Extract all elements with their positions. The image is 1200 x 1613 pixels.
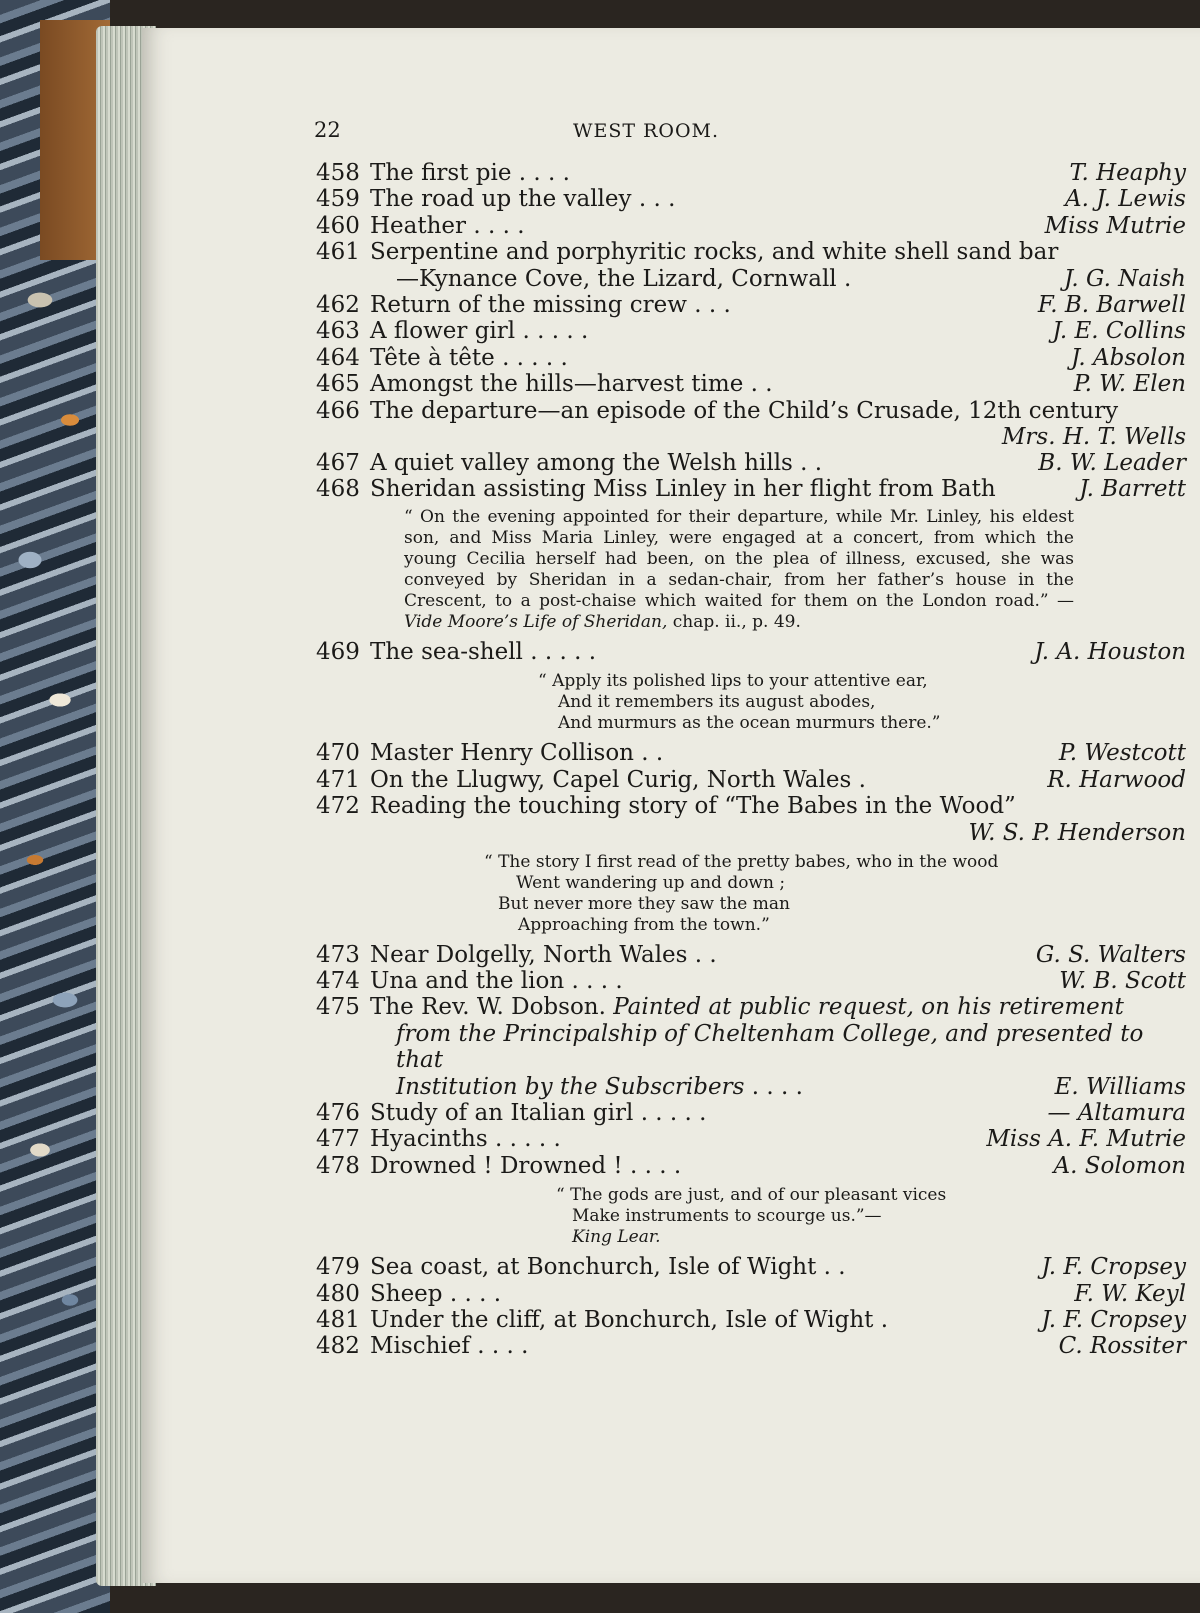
entry-artist: C. Rossiter — [1058, 1333, 1186, 1360]
entry-title: A flower girl — [370, 318, 516, 345]
note-reference: chap. ii., p. 49. — [672, 611, 801, 632]
entry-title: Master Henry Collison — [370, 740, 634, 767]
entry-title: The Rev. W. Dobson. — [370, 994, 606, 1021]
catalogue-entry — [316, 1333, 1186, 1359]
catalogue-entry — [316, 1254, 1186, 1280]
entry-number: 464 — [316, 344, 360, 371]
page-title: WEST ROOM. — [572, 120, 720, 142]
entry-title: The departure—an episode of the Child’s Crusade, 12th century — [370, 397, 1119, 424]
entry-number: 473 — [316, 941, 360, 968]
entry-number: 458 — [316, 160, 360, 186]
entry-number: 465 — [316, 371, 360, 398]
leader-dots: . . . . — [477, 1333, 529, 1360]
note-text: “ On the evening appointed for their departure, while Mr. Linley, his eldest son, and Miss Maria Linley, were engaged at a concert, from which the young Cecilia herself had been, on the plea of illness, excused, she was conveyed by Sheridan in a sedan-chair, from her father’s house in the Crescent, to a post-chaise which waited for them on the London road.” — — [404, 506, 1074, 611]
entry-title: Return of the missing crew — [370, 292, 687, 319]
catalogue-entry — [316, 213, 1186, 239]
entry-title: Heather — [370, 212, 467, 239]
entry-line — [316, 994, 1186, 1020]
entry-title: Near Dolgelly, North Wales — [370, 941, 688, 968]
catalogue-entry — [316, 793, 1186, 845]
entry-artist: W. B. Scott — [1059, 967, 1186, 994]
leader-dots: . . — [800, 450, 823, 477]
catalogue-entry — [316, 994, 1186, 1100]
entry-number: 482 — [316, 1333, 360, 1360]
entry-number: 470 — [316, 740, 360, 767]
catalogue-entry — [316, 450, 1186, 476]
entry-line — [316, 968, 1186, 994]
entry-verse — [484, 852, 1186, 936]
entry-number: 471 — [316, 766, 360, 793]
entry-title: Sea coast, at Bonchurch, Isle of Wight — [370, 1254, 817, 1281]
catalogue-entry — [316, 345, 1186, 371]
entry-artist: J. A. Houston — [1034, 638, 1186, 665]
leader-dots: . . . . — [571, 967, 623, 994]
verse-line: Went wandering up and down ; — [516, 872, 786, 893]
leader-dots: . — [843, 265, 852, 292]
entry-number: 469 — [316, 638, 360, 665]
catalogue-entry — [316, 476, 1186, 502]
note-citation: Vide Moore’s Life of Sheridan, — [404, 611, 668, 632]
entry-artist: R. Harwood — [1047, 766, 1186, 793]
entry-number: 472 — [316, 793, 360, 820]
page-number: 22 — [314, 118, 341, 142]
entry-line — [316, 213, 1186, 239]
entry-artist: J. Barrett — [1079, 476, 1186, 503]
entry-artist: — Altamura — [1047, 1099, 1186, 1126]
leader-dots: . . . . — [473, 212, 525, 239]
entry-artist: J. G. Naish — [1063, 265, 1186, 292]
entry-number: 466 — [316, 397, 360, 424]
entry-title: Study of an Italian girl — [370, 1099, 634, 1126]
entry-artist: T. Heaphy — [1069, 160, 1186, 186]
entry-artist: B. W. Leader — [1038, 450, 1186, 477]
entry-title: The sea-shell — [370, 638, 523, 665]
catalogue-entry — [316, 1307, 1186, 1333]
leader-dots: . . — [694, 941, 717, 968]
catalogue-entry — [316, 740, 1186, 766]
catalogue-entry — [316, 1281, 1186, 1307]
entry-title: Tête à tête — [370, 344, 495, 371]
entry-line — [316, 1153, 1186, 1179]
entry-number: 475 — [316, 994, 360, 1021]
catalogue-entry — [316, 767, 1186, 793]
entry-title: Under the cliff, at Bonchurch, Isle of Wight — [370, 1306, 874, 1333]
entry-line — [316, 398, 1186, 424]
catalogue-entry — [316, 186, 1186, 212]
entry-line — [316, 318, 1186, 344]
entry-number: 479 — [316, 1254, 360, 1281]
verse-line: “ The story I first read of the pretty babes, who in the wood — [484, 851, 999, 872]
leader-dots: . . . . . — [640, 1099, 707, 1126]
entry-artist: Miss A. F. Mutrie — [986, 1126, 1186, 1153]
catalogue-entry — [316, 1126, 1186, 1152]
entry-title: Drowned ! Drowned ! — [370, 1152, 623, 1179]
catalogue-list — [316, 160, 1186, 1360]
page-content — [316, 118, 1186, 1360]
entry-line — [316, 160, 1186, 186]
leader-dots: . . — [750, 371, 773, 398]
verse-line: And it remembers its august abodes, — [558, 692, 876, 713]
entry-artist: F. W. Keyl — [1074, 1280, 1186, 1307]
leader-dots: . . . . . — [530, 638, 597, 665]
leader-dots: . . . . — [449, 1280, 502, 1307]
entry-verse — [538, 671, 1186, 734]
entry-title: Serpentine and porphyritic rocks, and white shell sand bar — [370, 239, 1059, 266]
catalogue-entry — [316, 1100, 1186, 1126]
verse-line — [572, 1206, 1186, 1248]
catalogue-entry — [316, 160, 1186, 186]
entry-line — [316, 1333, 1186, 1359]
entry-title: The road up the valley — [370, 186, 632, 213]
entry-line — [316, 1126, 1186, 1152]
entry-line — [316, 1100, 1186, 1126]
leader-dots: . . — [641, 740, 664, 767]
entry-line — [316, 239, 1186, 265]
entry-number: 461 — [316, 239, 360, 266]
entry-title-italic: Painted at public request, on his retirement — [613, 994, 1124, 1021]
entry-number: 459 — [316, 186, 360, 213]
entry-line — [316, 793, 1186, 819]
leader-dots: . . . . . — [522, 318, 589, 345]
entry-number: 468 — [316, 476, 360, 503]
entry-artist: J. Absolon — [1070, 344, 1186, 371]
entry-artist: J. F. Cropsey — [1041, 1306, 1186, 1333]
entry-continuation-text: from the Principalship of Cheltenham College, and presented to that — [396, 1020, 1144, 1074]
entry-continuation — [316, 1074, 1186, 1100]
catalogue-entry — [316, 942, 1186, 968]
entry-line — [316, 942, 1186, 968]
entry-line — [316, 1254, 1186, 1280]
verse-line: Approaching from the town.” — [518, 914, 770, 935]
entry-number: 481 — [316, 1306, 360, 1333]
leader-dots: . — [858, 766, 866, 793]
leader-dots: . . . . . — [502, 344, 568, 371]
entry-continuation — [316, 1021, 1186, 1074]
catalogue-entry — [316, 398, 1186, 450]
catalogue-entry — [316, 318, 1186, 344]
entry-line — [316, 1281, 1186, 1307]
entry-verse — [556, 1185, 1186, 1248]
entry-artist: E. Williams — [1054, 1073, 1186, 1100]
entry-title: A quiet valley among the Welsh hills — [370, 450, 793, 477]
catalogue-entry — [316, 1153, 1186, 1179]
verse-line: But never more they saw the man — [498, 893, 790, 914]
entry-title: Sheep — [370, 1280, 443, 1307]
entry-title: Amongst the hills—harvest time — [370, 371, 744, 398]
verse-citation: King Lear. — [572, 1227, 661, 1248]
leader-dots: . . . . — [751, 1073, 803, 1100]
entry-line — [316, 767, 1186, 793]
leader-dots: . . . . . — [495, 1126, 561, 1153]
entry-number: 476 — [316, 1099, 360, 1126]
page-header — [316, 118, 1186, 160]
entry-continuation-text: —Kynance Cove, the Lizard, Cornwall — [396, 265, 837, 292]
entry-line — [316, 1307, 1186, 1333]
entry-continuation — [316, 266, 1186, 292]
catalogue-entry — [316, 292, 1186, 318]
entry-title: On the Llugwy, Capel Curig, North Wales — [370, 766, 852, 793]
verse-line: “ Apply its polished lips to your attentive ear, — [538, 671, 928, 692]
entry-line — [316, 639, 1186, 665]
entry-title: Sheridan assisting Miss Linley in her flight from Bath — [370, 476, 996, 503]
leader-dots: . . — [823, 1254, 846, 1281]
verse-text: Make instruments to scourge us.”— — [572, 1206, 882, 1227]
entry-artist: Mrs. H. T. Wells — [1001, 424, 1186, 451]
entry-number: 463 — [316, 318, 360, 345]
entry-number: 480 — [316, 1280, 360, 1307]
leader-dots: . . . . — [518, 160, 570, 186]
entry-artist: A. Solomon — [1053, 1152, 1186, 1179]
leader-dots: . . . . — [629, 1152, 682, 1179]
entry-line — [316, 292, 1186, 318]
entry-line — [316, 450, 1186, 476]
entry-artist: W. S. P. Henderson — [968, 819, 1186, 846]
catalogue-entry — [316, 239, 1186, 292]
entry-number: 460 — [316, 212, 360, 239]
entry-line — [316, 476, 1186, 502]
entry-artist: Miss Mutrie — [1044, 212, 1186, 239]
leader-dots: . — [880, 1306, 889, 1333]
entry-artist: J. E. Collins — [1052, 318, 1186, 345]
entry-artist: A. J. Lewis — [1064, 186, 1186, 213]
entry-title: Reading the touching story of “The Babes in the Wood” — [370, 793, 1016, 820]
entry-title: Una and the lion — [370, 967, 565, 994]
entry-artist: F. B. Barwell — [1037, 292, 1186, 319]
entry-number: 462 — [316, 292, 360, 319]
entry-number: 478 — [316, 1152, 360, 1179]
entry-artist: P. Westcott — [1058, 740, 1186, 767]
entry-continuation-text: Institution by the Subscribers — [396, 1073, 745, 1100]
entry-line — [316, 186, 1186, 212]
catalogue-entry — [316, 639, 1186, 665]
entry-note — [404, 507, 1074, 633]
leader-dots: . . . — [638, 186, 676, 213]
entry-title: The first pie — [370, 160, 512, 186]
catalogue-entry — [316, 371, 1186, 397]
entry-artist: J. F. Cropsey — [1041, 1254, 1186, 1281]
entry-title: Hyacinths — [370, 1126, 488, 1153]
entry-number: 467 — [316, 450, 360, 477]
entry-number: 474 — [316, 967, 360, 994]
entry-artist: G. S. Walters — [1035, 941, 1186, 968]
catalogue-entry — [316, 968, 1186, 994]
entry-line — [316, 740, 1186, 766]
leader-dots: . . . — [694, 292, 731, 319]
verse-line: “ The gods are just, and of our pleasant vices — [556, 1185, 947, 1206]
entry-artist: P. W. Elen — [1073, 371, 1186, 398]
entry-line — [316, 371, 1186, 397]
verse-line: And murmurs as the ocean murmurs there.” — [558, 713, 941, 734]
entry-title: Mischief — [370, 1333, 470, 1360]
entry-number: 477 — [316, 1126, 360, 1153]
entry-line — [316, 345, 1186, 371]
